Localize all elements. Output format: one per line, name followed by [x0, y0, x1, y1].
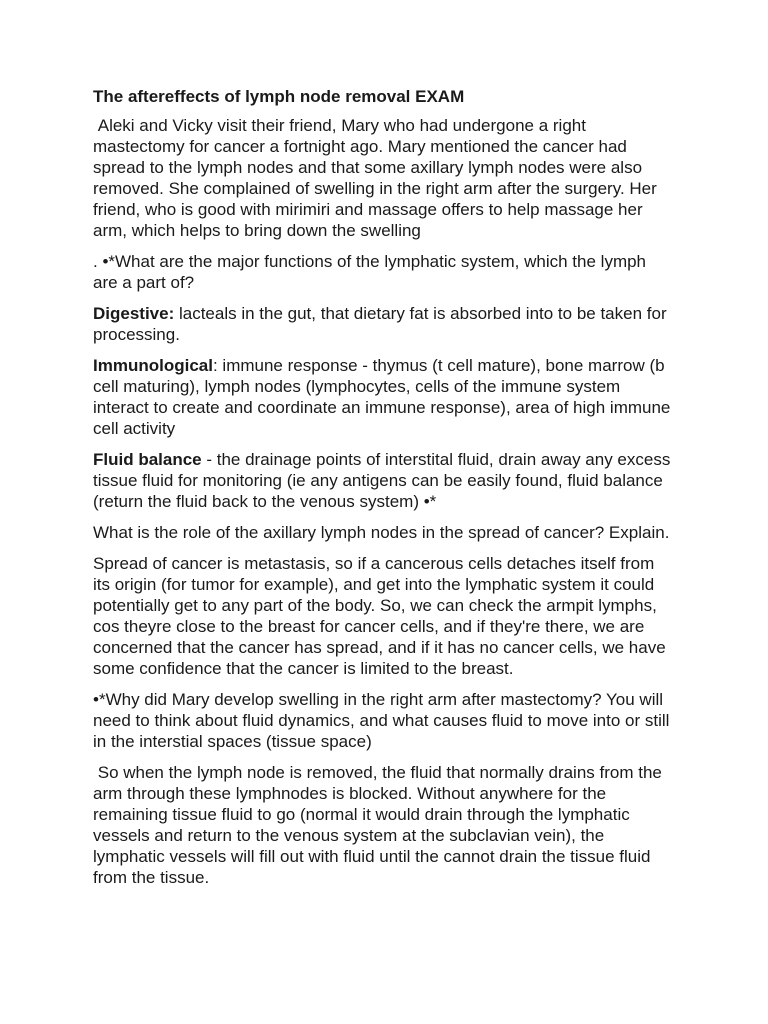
digestive-label: Digestive: — [93, 304, 175, 323]
immunological-paragraph — [93, 355, 672, 439]
question-1: . •*What are the major functions of the lymphatic system, which the lymph are a part of? — [93, 252, 647, 292]
answer-2: Spread of cancer is metastasis, so if a cancerous cells detaches itself from its origin (for tumor for example), and get into the lymphatic system it could potentially get to any part of the body. So, we can check the armpit lymphs, cos theyre close to the breast for cancer cells, and if they're there, we are concerned that the cancer has spread, and if it has no cancer cells, we have some confidence that the cancer is limited to the breast. — [93, 554, 666, 678]
immunological-text: : immune response - thymus (t cell mature), bone marrow (b cell maturing), lymph nodes (lymphocytes, cells of the immune system interact to create and coordinate an immune response), area of high immune cell activity — [93, 356, 671, 438]
question-3: •*Why did Mary develop swelling in the right arm after mastectomy? You will need to think about fluid dynamics, and what causes fluid to move into or still in the interstial spaces (tissue space) — [93, 690, 670, 751]
immunological-label: Immunological — [93, 356, 213, 375]
question-2: What is the role of the axillary lymph nodes in the spread of cancer? Explain. — [93, 523, 670, 542]
answer-3: So when the lymph node is removed, the fluid that normally drains from the arm through these lymphnodes is blocked. Without anywhere for the remaining tissue fluid to go (normal it would drain through the lymphatic vessels and return to the venous system at the subclavian vein), the lymphatic vessels will fill out with fluid until the cannot drain the tissue fluid from the tissue. — [93, 763, 667, 887]
fluid-balance-text: - the drainage points of interstital fluid, drain away any excess tissue fluid for monitoring (ie any antigens can be easily found, fluid balance (return the fluid back to the venous system) •* — [93, 450, 671, 511]
intro-paragraph: Aleki and Vicky visit their friend, Mary who had undergone a right mastectomy for cancer a fortnight ago. Mary mentioned the cancer had spread to the lymph nodes and that some axillary lymph nodes were also removed. She complained of swelling in the right arm after the surgery. Her friend, who is good with mirimiri and massage offers to help massage her arm, which helps to bring down the swelling — [93, 116, 662, 240]
digestive-text: lacteals in the gut, that dietary fat is absorbed into to be taken for processing. — [93, 304, 667, 344]
fluid-balance-label: Fluid balance — [93, 450, 202, 469]
document-title: The aftereffects of lymph node removal EXAM — [93, 87, 465, 106]
fluid-balance-paragraph — [93, 449, 672, 512]
digestive-paragraph — [93, 303, 672, 345]
